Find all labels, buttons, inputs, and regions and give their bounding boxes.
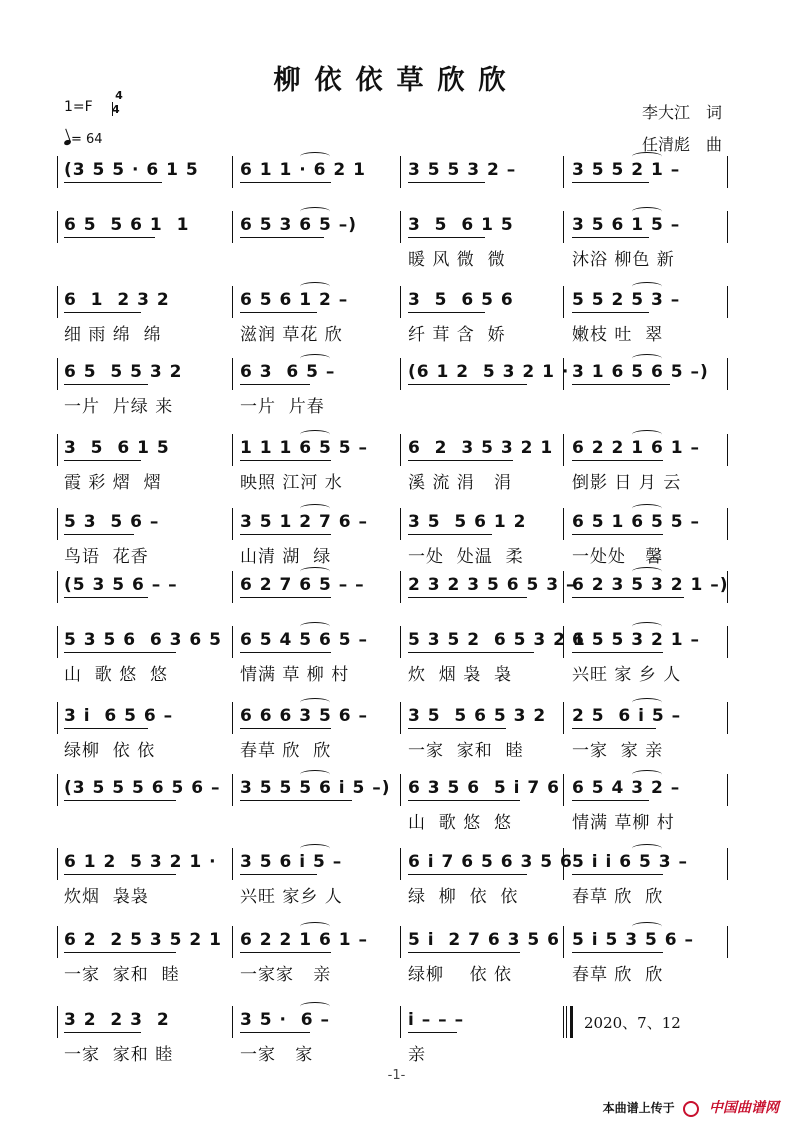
lyric-text: 暖 风 微 微 (408, 250, 506, 270)
beam-line (240, 874, 317, 875)
barline (232, 211, 233, 243)
beam-line (64, 534, 134, 535)
beam-line (64, 597, 148, 598)
score-line (0, 512, 793, 572)
barline (57, 156, 58, 188)
score-line (0, 852, 793, 912)
measure-notes: 5 i 2 7 6 3 5 6 (408, 930, 560, 950)
slur (632, 567, 662, 576)
slur (632, 207, 662, 216)
barline (400, 626, 401, 658)
barline (563, 774, 564, 806)
measure-notes: 3 i 6 5 6 – (64, 706, 174, 726)
slur (300, 922, 330, 931)
barline (563, 926, 564, 958)
beam-line (408, 534, 492, 535)
measure-notes: 5 3 5 2 6 5 3 2 1 (408, 630, 586, 650)
key-signature: 1=F (64, 99, 93, 115)
site-logo-icon (683, 1101, 699, 1117)
barline (727, 434, 728, 466)
beam-line (64, 312, 141, 313)
slur (300, 698, 330, 707)
measure-notes: 3 5 5 5 6 i 5 –) (240, 778, 391, 798)
measure-notes: 3 5 · 6 – (240, 1010, 331, 1030)
barline (727, 774, 728, 806)
slur (632, 152, 662, 161)
measure-notes: 5 3 5 6 – (64, 512, 160, 532)
barline (232, 286, 233, 318)
lyric-text: 春草 欣 欣 (240, 741, 332, 761)
beam-line (572, 460, 663, 461)
lyric-text: 一家 家 亲 (572, 741, 664, 761)
lyric-text: 霞 彩 熠 熠 (64, 473, 162, 493)
beam-line (408, 952, 520, 953)
measure-notes: 3 5 5 2 1 – (572, 160, 681, 180)
score-line (0, 575, 793, 635)
barline (232, 926, 233, 958)
lyric-text: 亲 (408, 1045, 426, 1065)
measure-notes: 3 5 1 2 7 6 – (240, 512, 368, 532)
measure-notes: 6 5 6 1 2 – (240, 290, 349, 310)
barline (232, 508, 233, 540)
time-signature-top: 4 (115, 89, 123, 102)
slur (300, 844, 330, 853)
barline (563, 434, 564, 466)
barline (727, 848, 728, 880)
lyric-text: 滋润 草花 欣 (240, 325, 343, 345)
slur (300, 1002, 330, 1011)
beam-line (240, 312, 317, 313)
lyric-text: 绿柳 依 依 (64, 741, 156, 761)
barline (727, 286, 728, 318)
barline (57, 434, 58, 466)
slur (300, 282, 330, 291)
composer-credit: 任清彪 曲 (642, 135, 723, 154)
beam-line (572, 800, 649, 801)
measure-notes: 6 1 2 5 3 2 1 · (64, 852, 217, 872)
time-signature-bottom: 4 (112, 103, 120, 116)
tempo-marking (64, 132, 103, 147)
measure-notes: 6 3 6 5 – (240, 362, 336, 382)
lyric-text: 映照 江河 水 (240, 473, 343, 493)
measure-notes: (3 5 5 5 6 5 6 – (64, 778, 221, 798)
page-number: -1- (387, 1068, 406, 1083)
slur (632, 430, 662, 439)
score-line (0, 160, 793, 220)
lyric-text: 一处处 馨 (572, 547, 664, 567)
footer-text: 本曲谱上传于 (602, 1101, 675, 1115)
slur (632, 844, 662, 853)
time-signature (112, 89, 126, 116)
measure-notes: 2 3 2 3 5 6 5 3 – (408, 575, 576, 595)
slur (632, 504, 662, 513)
barline (400, 211, 401, 243)
barline (232, 1006, 233, 1038)
measure-notes: 3 2 2 3 2 (64, 1010, 170, 1030)
beam-line (64, 952, 176, 953)
measure-notes: 3 5 5 6 1 2 (408, 512, 527, 532)
measure-notes: 6 2 3 5 3 2 1 (408, 438, 554, 458)
beam-line (64, 237, 155, 238)
beam-line (64, 460, 141, 461)
beam-line (240, 952, 331, 953)
barline (57, 926, 58, 958)
beam-line (408, 874, 527, 875)
measure-notes: (5 3 5 6 – – (64, 575, 178, 595)
lyric-text: 一处 处温 柔 (408, 547, 524, 567)
measure-notes: 6 2 7 6 5 – – (240, 575, 365, 595)
barline (400, 774, 401, 806)
slur (632, 354, 662, 363)
barline (727, 626, 728, 658)
slur (632, 770, 662, 779)
score-line (0, 215, 793, 275)
beam-line (572, 534, 663, 535)
measure-notes: 6 5 4 5 6 5 – (240, 630, 368, 650)
barline (563, 702, 564, 734)
beam-line (240, 728, 331, 729)
measure-notes: i – – – (408, 1010, 465, 1030)
measure-notes: 6 5 1 6 5 5 – (572, 512, 700, 532)
slur (300, 430, 330, 439)
final-barline-thin (566, 1006, 567, 1038)
barline (57, 358, 58, 390)
beam-line (408, 597, 527, 598)
measure-notes: 5 i 5 3 5 6 – (572, 930, 694, 950)
score-line (0, 630, 793, 690)
lyric-text: 细 雨 绵 绵 (64, 325, 162, 345)
lyric-text: 一片 片春 (240, 397, 325, 417)
lyric-text: 春草 欣 欣 (572, 965, 664, 985)
barline (400, 926, 401, 958)
measure-notes: 6 2 2 5 3 5 2 1 (64, 930, 222, 950)
barline (400, 848, 401, 880)
barline (232, 434, 233, 466)
measure-notes: 3 5 6 1 5 (408, 215, 514, 235)
beam-line (572, 312, 649, 313)
final-barline-thick (570, 1006, 573, 1038)
beam-line (408, 728, 506, 729)
tempo-value: = 64 (71, 132, 103, 147)
lyric-text: 炊 烟 袅 袅 (408, 665, 513, 685)
measure-notes: 5 5 2 5 3 – (572, 290, 681, 310)
lyric-text: 沐浴 柳色 新 (572, 250, 675, 270)
beam-line (240, 652, 331, 653)
score-line (0, 290, 793, 350)
score-line (0, 778, 793, 838)
barline (563, 1006, 564, 1038)
barline (727, 926, 728, 958)
beam-line (408, 800, 520, 801)
slur (300, 567, 330, 576)
lyric-text: 一家 家和 睦 (64, 965, 180, 985)
beam-line (240, 237, 324, 238)
score-line (0, 1010, 793, 1070)
lyric-text: 纤 茸 含 娇 (408, 325, 506, 345)
barline (727, 702, 728, 734)
beam-line (240, 182, 331, 183)
beam-line (572, 237, 649, 238)
barline (232, 156, 233, 188)
measure-notes: 2 5 6 i 5 – (572, 706, 682, 726)
lyric-text: 情满 草柳 村 (572, 813, 675, 833)
beam-line (408, 1032, 457, 1033)
score-line (0, 438, 793, 498)
lyric-text: 绿 柳 依 依 (408, 887, 519, 907)
measure-notes: 6 i 7 6 5 6 3 5 6 (408, 852, 573, 872)
barline (563, 156, 564, 188)
beam-line (408, 460, 513, 461)
measure-notes: 3 5 5 3 2 – (408, 160, 517, 180)
beam-line (572, 874, 663, 875)
beam-line (240, 597, 331, 598)
barline (57, 286, 58, 318)
beam-line (408, 312, 485, 313)
barline (232, 702, 233, 734)
barline (57, 848, 58, 880)
lyric-text: 嫩枝 吐 翠 (572, 325, 664, 345)
score-line (0, 362, 793, 422)
lyric-text: 情满 草 柳 村 (240, 665, 350, 685)
lyric-text: 一家家 亲 (240, 965, 332, 985)
beam-line (408, 182, 485, 183)
lyric-text: 一家 家 (240, 1045, 314, 1065)
beam-line (572, 728, 656, 729)
beam-line (572, 597, 684, 598)
slur (300, 152, 330, 161)
barline (232, 848, 233, 880)
measure-notes: 5 i i 6 5 3 – (572, 852, 688, 872)
lyric-text: 春草 欣 欣 (572, 887, 664, 907)
lyric-text: 山清 湖 绿 (240, 547, 332, 567)
slur (300, 207, 330, 216)
slur (300, 622, 330, 631)
barline (57, 508, 58, 540)
lyric-text: 山 歌 悠 悠 (64, 665, 169, 685)
beam-line (572, 952, 663, 953)
barline (563, 211, 564, 243)
lyric-text: 倒影 日 月 云 (572, 473, 682, 493)
beam-line (64, 874, 176, 875)
barline (232, 358, 233, 390)
measure-notes: 6 2 2 1 6 1 – (240, 930, 368, 950)
barline (57, 1006, 58, 1038)
barline (400, 286, 401, 318)
measure-notes: 6 1 2 3 2 (64, 290, 170, 310)
measure-notes: 3 5 6 1 5 (64, 438, 170, 458)
measure-notes: (3 5 5 · 6 1 5 (64, 160, 199, 180)
barline (400, 508, 401, 540)
measure-notes: 3 1 6 5 6 5 –) (572, 362, 709, 382)
measure-notes: 6 5 4 3 2 – (572, 778, 681, 798)
beam-line (408, 652, 534, 653)
measure-notes: 3 5 6 i 5 – (240, 852, 343, 872)
barline (232, 626, 233, 658)
measure-notes: 3 5 5 6 5 3 2 (408, 706, 547, 726)
measure-notes: 5 3 5 6 6 3 6 5 (64, 630, 222, 650)
barline (400, 434, 401, 466)
barline (57, 211, 58, 243)
lyric-text: 一家 家和 睦 (64, 1045, 174, 1065)
beam-line (572, 384, 670, 385)
lyric-text: 山 歌 悠 悠 (408, 813, 513, 833)
beam-line (64, 182, 162, 183)
measure-notes: 6 3 5 6 5 i 7 6 (408, 778, 560, 798)
measure-notes: 6 1 1 · 6 2 1 (240, 160, 366, 180)
barline (727, 156, 728, 188)
slur (632, 922, 662, 931)
lyric-text: 溪 流 涓 涓 (408, 473, 513, 493)
lyric-text: 炊烟 袅袅 (64, 887, 149, 907)
beam-line (572, 182, 649, 183)
slur (632, 282, 662, 291)
barline (57, 702, 58, 734)
lyric-text: 兴旺 家乡 人 (240, 887, 343, 907)
beam-line (572, 652, 663, 653)
measure-notes: 1 1 1 6 5 5 – (240, 438, 368, 458)
composition-date: 2020、7、12 (584, 1014, 681, 1032)
barline (400, 1006, 401, 1038)
barline (727, 508, 728, 540)
beam-line (240, 384, 310, 385)
measure-notes: 6 6 6 3 5 6 – (240, 706, 368, 726)
lyric-text: 一片 片绿 来 (64, 397, 174, 417)
barline (400, 571, 401, 603)
measure-notes: 3 5 6 5 6 (408, 290, 514, 310)
measure-notes: 6 5 3 6 5 –) (240, 215, 358, 235)
barline (400, 702, 401, 734)
slur (300, 354, 330, 363)
song-title: 柳依依草欣欣 (273, 65, 520, 96)
slur (632, 698, 662, 707)
lyric-text: 鸟语 花香 (64, 547, 149, 567)
lyric-text: 绿柳 依 依 (408, 965, 513, 985)
measure-notes: (6 1 2 5 3 2 1 · (408, 362, 570, 382)
barline (57, 774, 58, 806)
beam-line (408, 237, 485, 238)
barline (563, 286, 564, 318)
beam-line (240, 800, 352, 801)
score-line (0, 930, 793, 990)
barline (57, 626, 58, 658)
lyricist-credit: 李大江 词 (642, 103, 723, 122)
beam-line (240, 460, 331, 461)
site-footer (603, 1097, 779, 1117)
slur (300, 504, 330, 513)
beam-line (240, 1032, 310, 1033)
beam-line (64, 1032, 141, 1033)
slur (300, 770, 330, 779)
beam-line (408, 384, 527, 385)
barline (232, 774, 233, 806)
measure-notes: 3 5 6 1 5 – (572, 215, 681, 235)
beam-line (64, 384, 148, 385)
score-line (0, 706, 793, 766)
measure-notes: 6 5 5 5 3 2 (64, 362, 183, 382)
barline (563, 508, 564, 540)
measure-notes: 6 5 5 6 1 1 (64, 215, 190, 235)
beam-line (64, 728, 148, 729)
slur (632, 622, 662, 631)
barline (727, 358, 728, 390)
beam-line (64, 652, 176, 653)
barline (400, 156, 401, 188)
measure-notes: 6 5 5 3 2 1 – (572, 630, 700, 650)
barline (232, 571, 233, 603)
footer-brand: 中国曲谱网 (709, 1100, 779, 1116)
barline (400, 358, 401, 390)
lyric-text: 一家 家和 睦 (408, 741, 524, 761)
beam-line (64, 800, 176, 801)
beam-line (240, 534, 331, 535)
barline (727, 211, 728, 243)
measure-notes: 6 2 3 5 3 2 1 –) (572, 575, 729, 595)
lyric-text: 兴旺 家 乡 人 (572, 665, 682, 685)
measure-notes: 6 2 2 1 6 1 – (572, 438, 700, 458)
barline (57, 571, 58, 603)
